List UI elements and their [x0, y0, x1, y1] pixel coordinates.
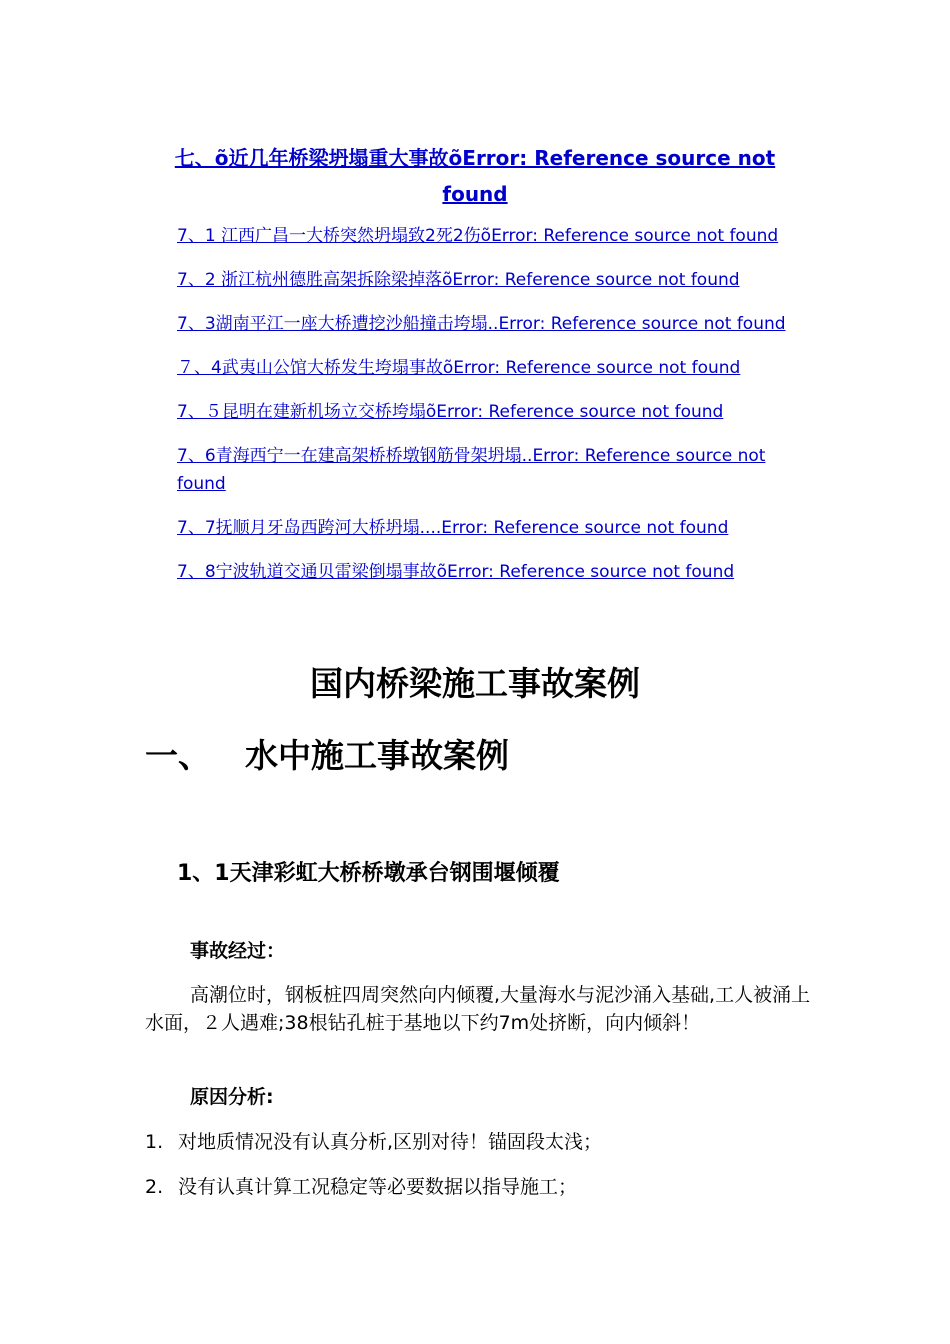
toc-item-7-1[interactable] — [177, 222, 807, 250]
accident-paragraph: 高潮位时，钢板桩四周突然向内倾覆,大量海水与泥沙涌入基础,工人被涌上水面，２人遇难;38根钻孔桩于基地以下约7m处挤断，向内倾斜！ — [145, 984, 811, 1034]
toc-item-text: 7、7抚顺月牙岛西跨河大桥坍塌....Error: Reference source not found — [177, 518, 729, 538]
toc-main-entry[interactable] — [150, 140, 800, 212]
section-number: 一、 — [145, 736, 211, 775]
toc-item-7-6[interactable] — [177, 442, 807, 498]
cause-text: 没有认真计算工况稳定等必要数据以指导施工； — [178, 1176, 578, 1198]
toc-item-7-5[interactable] — [177, 398, 807, 426]
toc-item-text: 7、５昆明在建新机场立交桥垮塌õError: Reference source not found — [177, 402, 724, 422]
toc-item-text: ７、4武夷山公馆大桥发生垮塌事故õError: Reference source not found — [177, 358, 741, 378]
document-title: 国内桥梁施工事故案例 — [310, 664, 640, 703]
cause-label: 原因分析: — [190, 1086, 274, 1108]
toc-item-text: 7、6青海西宁一在建高架桥桥墩钢筋骨架坍塌..Error: Reference source not found — [177, 446, 766, 494]
toc-item-7-2[interactable] — [177, 266, 807, 294]
toc-list — [177, 222, 807, 602]
subsection-heading: 1、1天津彩虹大桥桥墩承台钢围堰倾覆 — [177, 861, 560, 886]
cause-item — [145, 1172, 577, 1199]
accident-label: 事故经过： — [190, 940, 286, 962]
cause-item — [145, 1127, 602, 1154]
toc-item-7-7[interactable] — [177, 514, 807, 542]
toc-item-7-8[interactable] — [177, 558, 807, 586]
toc-main-text: 七、õ近几年桥梁坍塌重大事故õError: Reference source not found — [174, 146, 776, 206]
cause-number: 2. — [145, 1176, 164, 1198]
toc-item-text: 7、3湖南平江一座大桥遭挖沙船撞击垮塌..Error: Reference source not found — [177, 314, 786, 334]
cause-text: 对地质情况没有认真分析,区别对待！锚固段太浅； — [178, 1131, 603, 1153]
toc-item-7-3[interactable] — [177, 310, 807, 338]
toc-item-7-4[interactable] — [177, 354, 807, 382]
toc-item-text: 7、8宁波轨道交通贝雷梁倒塌事故õError: Reference source not found — [177, 562, 735, 582]
toc-item-text: 7、1 江西广昌一大桥突然坍塌致2死2伤õError: Reference source not found — [177, 226, 779, 246]
toc-item-text: 7、2 浙江杭州德胜高架拆除梁掉落õError: Reference source not found — [177, 270, 740, 290]
section-title: 水中施工事故案例 — [245, 736, 509, 775]
cause-number: 1. — [145, 1131, 164, 1153]
section-heading — [145, 730, 509, 777]
